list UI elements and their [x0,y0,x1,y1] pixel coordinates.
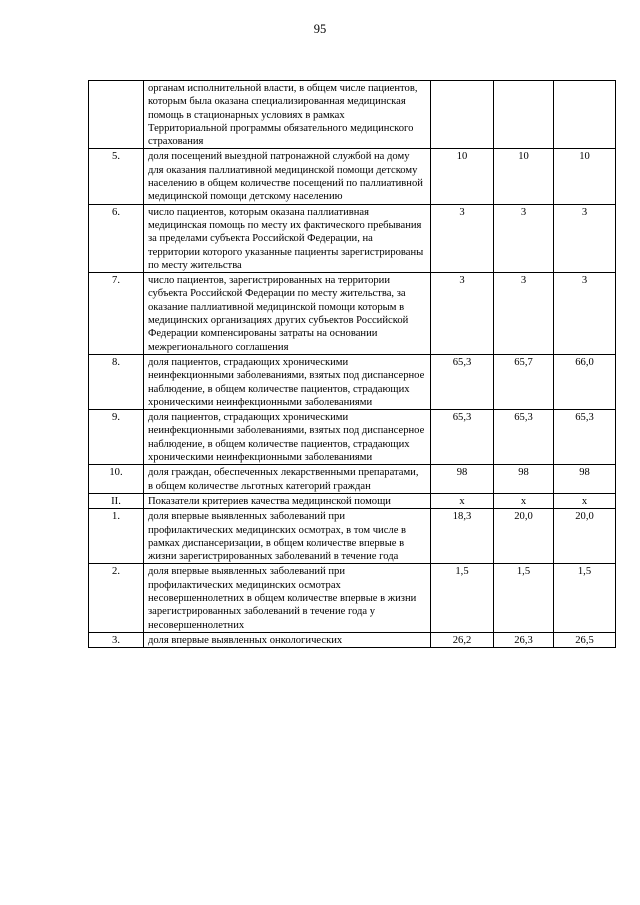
section-title: Показатели критериев качества медицинской помощи [144,493,431,508]
value-col-3: 1,5 [554,564,616,632]
value-col-3: х [554,493,616,508]
value-col-3 [554,81,616,149]
value-col-3: 3 [554,204,616,272]
value-col-3: 10 [554,149,616,204]
indicator-text: доля пациентов, страдающих хроническими неинфекционными заболеваниями, взятых под диспансерное наблюдение, в общем количестве пациентов, страдающих хроническими неинфекционными заболеваниями [144,354,431,409]
value-col-3: 20,0 [554,509,616,564]
table-row [89,354,616,409]
section-number: II. [89,493,144,508]
value-col-2: 98 [494,465,554,494]
indicator-text: доля граждан, обеспеченных лекарственными препаратами, в общем количестве льготных категорий граждан [144,465,431,494]
row-number: 3. [89,632,144,647]
table-row [89,204,616,272]
value-col-2: 10 [494,149,554,204]
indicator-text: доля пациентов, страдающих хроническими неинфекционными заболеваниями, взятых под диспансерное наблюдение, в общем количестве пациентов, страдающих хроническими неинфекционными заболеваниями [144,410,431,465]
indicators-table [88,80,616,648]
table-row [89,465,616,494]
value-col-2 [494,81,554,149]
row-number: 9. [89,410,144,465]
row-number [89,81,144,149]
row-number: 7. [89,273,144,355]
value-col-2: х [494,493,554,508]
value-col-3: 65,3 [554,410,616,465]
row-number: 10. [89,465,144,494]
row-number: 5. [89,149,144,204]
value-col-2: 20,0 [494,509,554,564]
value-col-3: 66,0 [554,354,616,409]
indicator-text: доля впервые выявленных заболеваний при профилактических медицинских осмотрах несовершеннолетних в общем количестве впервые в жизни зарегистрированных заболеваний в течение года у несовершеннолетних [144,564,431,632]
row-number: 2. [89,564,144,632]
value-col-1: х [431,493,494,508]
value-col-1: 65,3 [431,410,494,465]
value-col-2: 26,3 [494,632,554,647]
value-col-2: 3 [494,204,554,272]
value-col-3: 26,5 [554,632,616,647]
table-row [89,509,616,564]
value-col-1: 10 [431,149,494,204]
row-number: 8. [89,354,144,409]
value-col-2: 65,7 [494,354,554,409]
value-col-1: 1,5 [431,564,494,632]
value-col-1: 3 [431,204,494,272]
table-row [89,273,616,355]
page-number: 95 [313,22,327,36]
table-row [89,564,616,632]
indicator-text: число пациентов, которым оказана паллиативная медицинская помощь по месту их фактического пребывания за пределами субъекта Российской Федерации, на территории которого указанные пациенты зарегистрированы по месту жительства [144,204,431,272]
value-col-2: 3 [494,273,554,355]
value-col-2: 65,3 [494,410,554,465]
value-col-1: 98 [431,465,494,494]
value-col-2: 1,5 [494,564,554,632]
value-col-1: 26,2 [431,632,494,647]
table-row [89,632,616,647]
value-col-1: 65,3 [431,354,494,409]
indicator-text: доля впервые выявленных онкологических [144,632,431,647]
row-number: 6. [89,204,144,272]
table-row [89,149,616,204]
row-number: 1. [89,509,144,564]
indicator-text: число пациентов, зарегистрированных на территории субъекта Российской Федерации по месту жительства, за оказание паллиативной медицинской помощи которым в медицинских организациях других субъектов Российской Федерации компенсированы затраты на основании межрегионального соглашения [144,273,431,355]
table-row [89,410,616,465]
value-col-3: 98 [554,465,616,494]
value-col-3: 3 [554,273,616,355]
table-row [89,493,616,508]
table-row [89,81,616,149]
value-col-1: 18,3 [431,509,494,564]
indicator-text: доля посещений выездной патронажной службой на дому для оказания паллиативной медицинской помощи детскому населению в общем количестве посещений по паллиативной медицинской помощи детскому населению [144,149,431,204]
indicator-text: органам исполнительной власти, в общем числе пациентов, которым была оказана специализированная медицинская помощь в стационарных условиях в рамках Территориальной программы обязательного медицинского страхования [144,81,431,149]
value-col-1: 3 [431,273,494,355]
indicator-text: доля впервые выявленных заболеваний при профилактических медицинских осмотрах, в том числе в рамках диспансеризации, в общем количестве впервые в жизни зарегистрированных заболеваний в течение года [144,509,431,564]
value-col-1 [431,81,494,149]
